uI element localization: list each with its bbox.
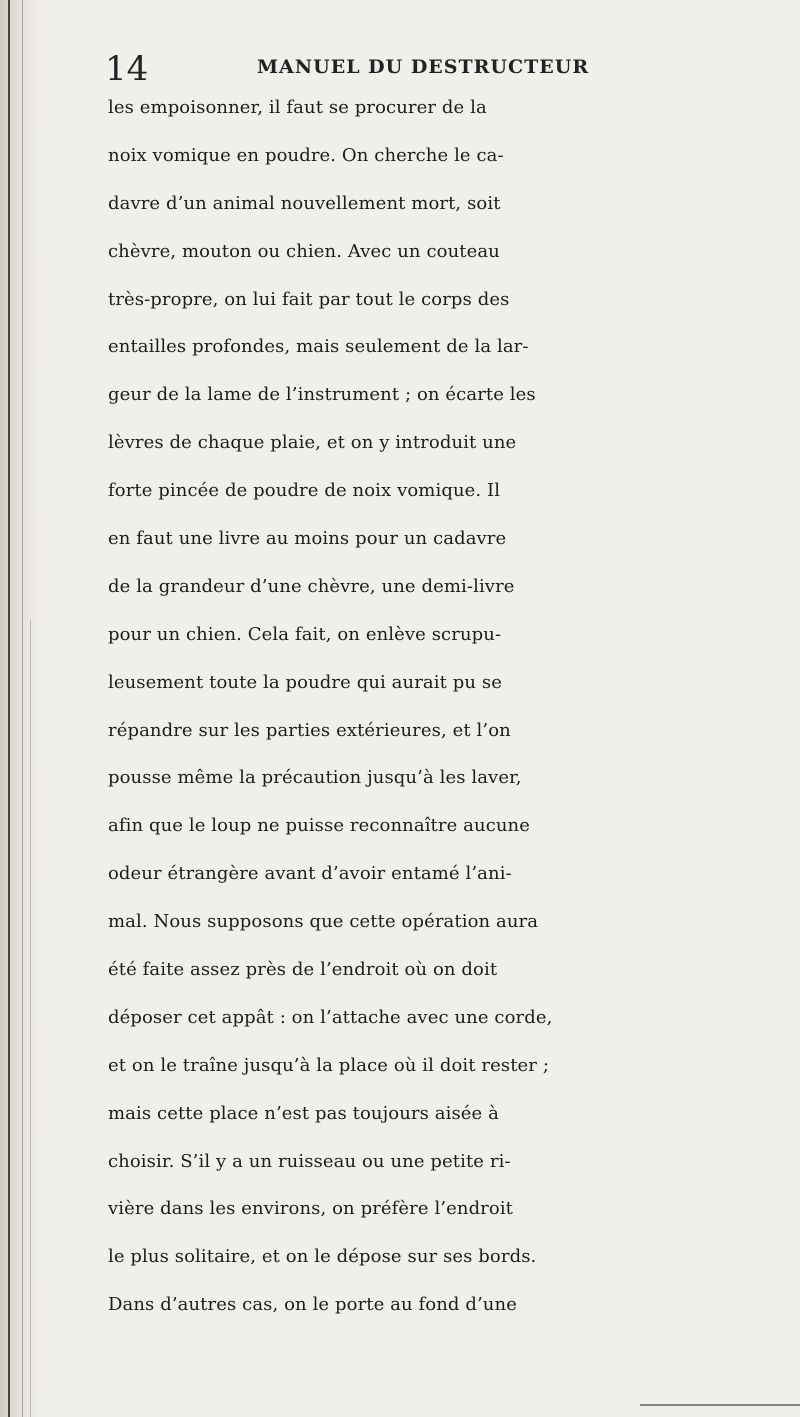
text-line: afin que le loup ne puisse reconnaître aucune xyxy=(108,815,531,837)
text-line: mais cette place n’est pas toujours aisée à xyxy=(108,1102,499,1124)
text-line: pour un chien. Cela fait, on enlève scrupu- xyxy=(108,623,502,645)
gutter-edge-line xyxy=(22,0,23,1417)
text-line: été faite assez près de l’endroit où on doit xyxy=(108,959,498,981)
text-line: en faut une livre au moins pour un cadavre xyxy=(108,528,507,550)
text-line: les empoisonner, il faut se procurer de la xyxy=(108,97,487,118)
text-line: chèvre, mouton ou chien. Avec un couteau xyxy=(108,240,500,262)
text-line: le plus solitaire, et on le dépose sur ses bords. xyxy=(108,1246,537,1268)
text-line: davre d’un animal nouvellement mort, soit xyxy=(108,192,501,214)
gutter-edge-line xyxy=(30,620,31,1417)
text-line: mal. Nous supposons que cette opération aura xyxy=(108,911,539,933)
text-line: et on le traîne jusqu’à la place où il doit rester ; xyxy=(108,1054,549,1076)
body-text xyxy=(108,84,800,1329)
text-line: forte pincée de poudre de noix vomique. Il xyxy=(108,480,501,502)
binding-gutter xyxy=(0,0,42,1417)
bottom-rule xyxy=(640,1404,800,1406)
text-line: lèvres de chaque plaie, et on y introduit une xyxy=(108,432,517,454)
text-line: noix vomique en poudre. On cherche le ca- xyxy=(108,144,504,166)
text-line: geur de la lame de l’instrument ; on écarte les xyxy=(108,384,536,406)
text-line: entailles profondes, mais seulement de la lar- xyxy=(108,336,529,358)
page-number: 14 xyxy=(105,49,149,89)
text-line: pousse même la précaution jusqu’à les laver, xyxy=(108,767,522,789)
gutter-edge-line xyxy=(8,0,10,1417)
text-line: choisir. S’il y a un ruisseau ou une petite ri- xyxy=(108,1150,511,1172)
text-line: déposer cet appât : on l’attache avec une corde, xyxy=(108,1006,553,1028)
text-line: de la grandeur d’une chèvre, une demi-livre xyxy=(108,575,515,597)
text-line: répandre sur les parties extérieures, et l’on xyxy=(108,719,511,741)
text-line: leusement toute la poudre qui aurait pu se xyxy=(108,671,502,693)
text-line: très-propre, on lui fait par tout le corps des xyxy=(108,288,510,310)
text-line: odeur étrangère avant d’avoir entamé l’ani- xyxy=(108,863,512,885)
text-line: vière dans les environs, on préfère l’endroit xyxy=(108,1198,514,1220)
running-head: MANUEL DU DESTRUCTEUR xyxy=(257,56,590,78)
text-line: Dans d’autres cas, on le porte au fond d’une xyxy=(108,1294,517,1316)
